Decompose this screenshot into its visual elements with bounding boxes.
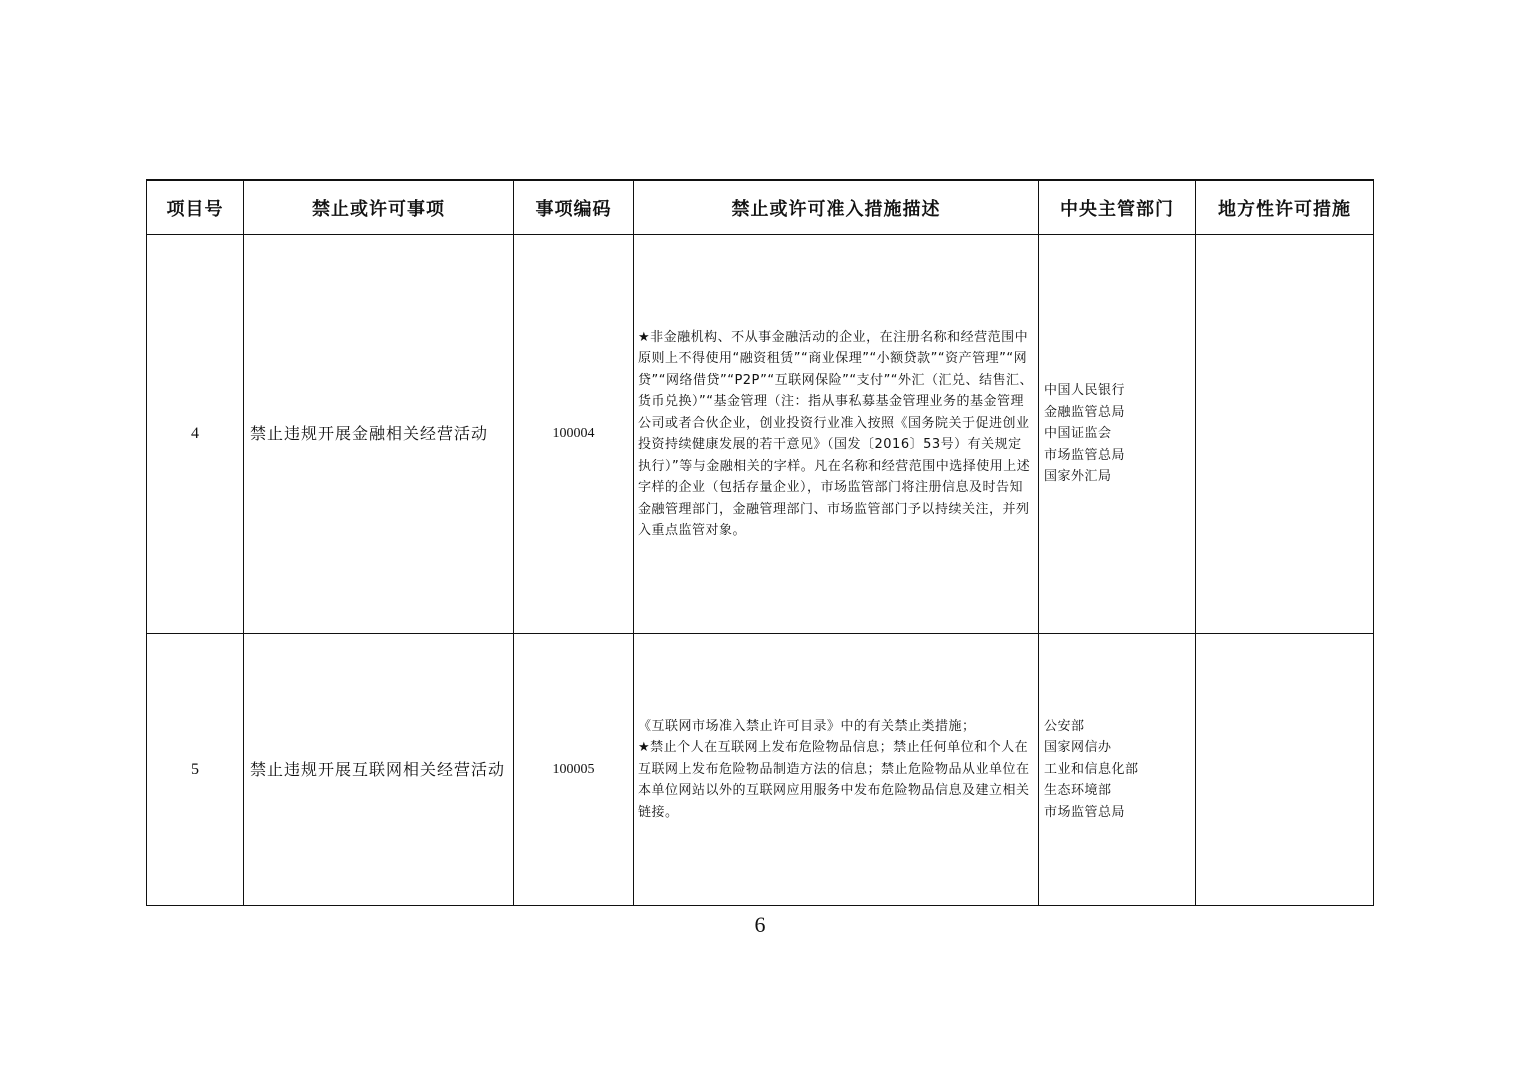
description-paragraph: 《互联网市场准入禁止许可目录》中的有关禁止类措施； xyxy=(638,718,976,734)
header-item-name: 禁止或许可事项 xyxy=(244,180,514,235)
header-row xyxy=(147,180,1374,235)
department-name: 国家网信办 xyxy=(1044,740,1112,756)
department-name: 金融监管总局 xyxy=(1044,404,1126,420)
department-name: 生态环境部 xyxy=(1044,783,1112,799)
item-code: 100005 xyxy=(514,634,634,906)
central-departments xyxy=(1039,634,1196,906)
department-name: 中国人民银行 xyxy=(1044,383,1126,399)
measure-description xyxy=(634,634,1039,906)
table-row xyxy=(147,235,1374,634)
item-name: 禁止违规开展互联网相关经营活动 xyxy=(244,634,514,906)
department-name: 公安部 xyxy=(1044,718,1085,734)
table-row xyxy=(147,634,1374,906)
description-paragraph: ★禁止个人在互联网上发布危险物品信息；禁止任何单位和个人在互联网上发布危险物品制造方法的信息；禁止危险物品从业单位在本单位网站以外的互联网应用服务中发布危险物品信息及建立相关链接。 xyxy=(638,740,1030,820)
measure-description xyxy=(634,235,1039,634)
item-number: 4 xyxy=(147,235,244,634)
department-name: 中国证监会 xyxy=(1044,426,1112,442)
department-name: 工业和信息化部 xyxy=(1044,761,1139,777)
header-local-measures: 地方性许可措施 xyxy=(1196,180,1374,235)
department-name: 国家外汇局 xyxy=(1044,469,1112,485)
header-item-number: 项目号 xyxy=(147,180,244,235)
department-name: 市场监管总局 xyxy=(1044,447,1126,463)
department-name: 市场监管总局 xyxy=(1044,804,1126,820)
header-item-code: 事项编码 xyxy=(514,180,634,235)
local-measures xyxy=(1196,235,1374,634)
local-measures xyxy=(1196,634,1374,906)
regulation-table xyxy=(146,179,1374,906)
item-code: 100004 xyxy=(514,235,634,634)
central-departments xyxy=(1039,235,1196,634)
description-paragraph: ★非金融机构、不从事金融活动的企业，在注册名称和经营范围中原则上不得使用“融资租赁”“商业保理”“小额贷款”“资产管理”“网贷”“网络借贷”“P2P”“互联网保险”“支付”“外汇（汇兑、结售汇、货币兑换）”“基金管理（注：指从事私募基金管理业务的基金管理公司或者合伙企业，创业投资行业准入按照《国务院关于促进创业投资持续健康发展的若干意见》（国发〔2016〕53号）有关规定执行）”等与金融相关的字样。凡在名称和经营范围中选择使用上述字样的企业（包括存量企业），市场监管部门将注册信息及时告知金融管理部门，金融管理部门、市场监管部门予以持续关注，并列入重点监管对象。 xyxy=(638,329,1034,538)
page-number: 6 xyxy=(754,912,766,937)
header-central-department: 中央主管部门 xyxy=(1039,180,1196,235)
header-measure-description: 禁止或许可准入措施描述 xyxy=(634,180,1039,235)
item-number: 5 xyxy=(147,634,244,906)
item-name: 禁止违规开展金融相关经营活动 xyxy=(244,235,514,634)
